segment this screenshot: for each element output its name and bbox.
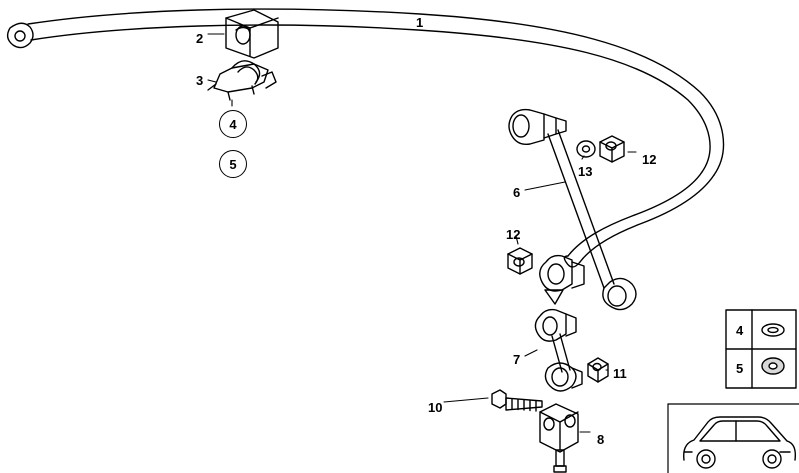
legend-row-5-label: 5 [736,361,744,376]
callout-3: 3 [196,73,204,88]
legend-row-4-label: 4 [736,323,744,338]
callout-11: 11 [613,366,627,381]
callout-12-lower: 12 [506,227,521,242]
callout-5-circled: 5 [219,150,247,178]
callout-10: 10 [428,400,443,415]
callout-8: 8 [597,432,605,447]
callout-2: 2 [196,31,204,46]
callout-7: 7 [513,352,521,367]
callout-4-circled: 4 [219,110,247,138]
callout-6: 6 [513,185,521,200]
callout-12-upper: 12 [642,152,657,167]
callout-1: 1 [416,15,424,30]
callout-13: 13 [578,164,593,179]
